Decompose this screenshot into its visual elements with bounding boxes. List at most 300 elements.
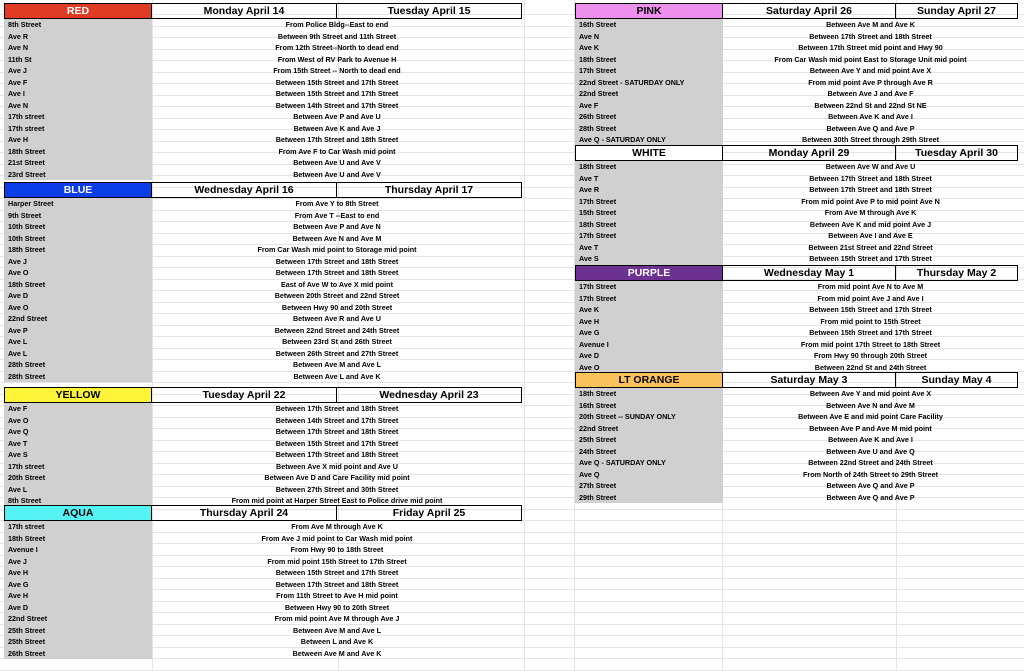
table-row <box>575 446 1018 458</box>
segment-description: Between Ave Y and mid point Ave X <box>809 66 932 75</box>
segment-description: Between Ave Q and Ave P <box>826 492 915 502</box>
segment-description: Between Ave W and Ave U <box>825 162 916 171</box>
table-row <box>4 157 522 169</box>
street-label: Ave D <box>8 291 29 300</box>
segment-description: Between 22nd Street and 24th Street <box>808 458 933 467</box>
day-one-header: Saturday May 3 <box>722 372 896 388</box>
table-row <box>4 371 522 383</box>
segment-description: Between Ave R and Ave U <box>292 314 381 323</box>
segment-description: Between Ave K and Ave I <box>828 112 913 121</box>
day-one-header: Saturday April 26 <box>722 3 896 19</box>
street-label: Ave G <box>8 579 29 589</box>
segment-description: Between 17th Street and 18th Street <box>275 135 399 144</box>
street-label: Ave R <box>8 31 29 41</box>
street-label: Ave O <box>8 415 29 425</box>
table-row <box>575 77 1018 89</box>
table-row <box>4 590 522 602</box>
purple-header-row <box>575 265 1017 281</box>
pink-header-row <box>575 3 1017 19</box>
segment-description: Between 22nd St and 24th Street <box>814 362 927 372</box>
segment-description: From 15th Street -- North to dead end <box>273 66 401 75</box>
street-label: 10th Street <box>8 233 46 243</box>
street-label: Ave J <box>8 556 27 566</box>
street-label: 8th Street <box>8 496 42 505</box>
segment-description: Between 17th Street and 18th Street <box>809 31 932 41</box>
segment-description: Between 15th Street and 17th Street <box>275 438 399 448</box>
street-label: Harper Street <box>8 199 54 208</box>
table-row <box>575 253 1018 265</box>
street-label: Avenue I <box>8 545 38 554</box>
group-name: PURPLE <box>575 265 723 281</box>
table-row <box>4 313 522 325</box>
street-label: 25th Street <box>8 625 46 635</box>
street-label: Ave T <box>579 242 599 252</box>
table-row <box>575 327 1018 339</box>
street-label: 15th Street <box>579 208 617 217</box>
street-label: Ave H <box>8 135 29 144</box>
segment-description: Between 27th Street and 30th Street <box>275 484 399 494</box>
blue-header-row <box>4 182 521 198</box>
segment-description: Between 9th Street and 11th Street <box>277 31 397 41</box>
table-row <box>575 388 1018 400</box>
table-row <box>4 221 522 233</box>
street-label: Ave Q <box>579 469 600 479</box>
segment-description: Between 14th Street and 17th Street <box>275 100 399 110</box>
table-row <box>4 556 522 568</box>
segment-description: Between 30th Street through 29th Street <box>802 135 939 144</box>
table-row <box>4 65 522 77</box>
table-row <box>4 88 522 100</box>
street-label: 28th Street <box>8 371 46 381</box>
segment-description: Between 15th Street and 17th Street <box>275 89 399 98</box>
table-row <box>575 173 1018 185</box>
segment-description: Between 22nd Street and 24th Street <box>274 325 400 335</box>
segment-description: From Ave M through Ave K <box>291 522 383 531</box>
segment-description: Between Ave P and Ave U <box>293 112 381 121</box>
segment-description: Between Ave U and Ave V <box>293 169 381 179</box>
street-label: 17th Street <box>579 282 617 291</box>
segment-description: Between Ave Q and Ave P <box>826 123 915 133</box>
table-row <box>575 339 1018 351</box>
table-row <box>4 146 522 158</box>
table-row <box>4 579 522 591</box>
street-label: 17th street <box>8 123 45 133</box>
day-one-header: Monday April 29 <box>722 145 896 161</box>
group-name: RED <box>4 3 152 19</box>
pink-group <box>575 3 1018 150</box>
street-label: Ave Q <box>8 427 29 436</box>
table-row <box>575 184 1018 196</box>
segment-description: From mid point 17th Street to 18th Street <box>800 339 941 349</box>
street-label: Ave D <box>8 602 29 612</box>
white-header-row <box>575 145 1017 161</box>
street-label: 22nd Street <box>579 423 619 433</box>
lt-orange-header-row <box>575 372 1017 388</box>
segment-description: Between 17th Street and 18th Street <box>275 404 399 413</box>
day-two-header: Friday April 25 <box>336 505 522 521</box>
segment-description: Between Ave M and Ave K <box>292 648 382 658</box>
segment-description: From Car Wash mid point East to Storage Unit mid point <box>774 54 967 64</box>
street-label: Ave O <box>579 362 600 372</box>
table-row <box>4 233 522 245</box>
table-row <box>4 426 522 438</box>
table-row <box>4 567 522 579</box>
table-row <box>4 42 522 54</box>
group-name: WHITE <box>575 145 723 161</box>
street-label: 29th Street <box>579 492 617 502</box>
street-label: Ave D <box>579 351 600 360</box>
segment-description: From Police Bldg--East to end <box>285 20 389 29</box>
table-row <box>575 480 1018 492</box>
table-row <box>575 316 1018 328</box>
segment-description: Between Hwy 90 and 20th Street <box>281 302 393 312</box>
street-label: 18th Street <box>8 533 46 543</box>
group-name: BLUE <box>4 182 152 198</box>
segment-description: From mid point 15th Street to 17th Street <box>267 556 407 566</box>
segment-description: Between 21st Street and 22nd Street <box>808 242 933 252</box>
table-row <box>4 472 522 484</box>
street-label: Ave F <box>579 100 599 110</box>
table-row <box>575 242 1018 254</box>
segment-description: Between Ave M and Ave L <box>293 360 381 369</box>
day-two-header: Wednesday April 23 <box>336 387 522 403</box>
table-row <box>575 492 1018 504</box>
day-one-header: Wednesday April 16 <box>151 182 337 198</box>
street-label: 22nd Street <box>8 314 48 323</box>
day-two-header: Sunday April 27 <box>895 3 1018 19</box>
group-name: YELLOW <box>4 387 152 403</box>
segment-description: Between 17th Street and 18th Street <box>275 427 399 436</box>
purple-group <box>575 265 1018 377</box>
segment-description: Between 17th Street and 18th Street <box>275 256 399 266</box>
segment-description: Between Hwy 90 to 20th Street <box>284 602 390 612</box>
group-name: PINK <box>575 3 723 19</box>
table-row <box>4 302 522 314</box>
street-label: 26th Street <box>8 648 46 658</box>
table-row <box>4 348 522 360</box>
table-row <box>4 123 522 135</box>
segment-description: Between Ave U and Ave Q <box>826 446 915 456</box>
street-label: 11th St <box>8 54 32 64</box>
street-label: Ave S <box>579 254 599 263</box>
street-label: Ave J <box>8 66 27 75</box>
table-row <box>575 31 1018 43</box>
segment-description: From mid point Ave P through Ave R <box>808 77 933 87</box>
street-label: Ave H <box>8 591 29 600</box>
segment-description: From mid point Ave J and Ave I <box>817 293 924 303</box>
table-row <box>4 415 522 427</box>
day-two-header: Tuesday April 30 <box>895 145 1018 161</box>
street-label: Ave L <box>8 348 28 358</box>
street-label: Ave H <box>8 568 29 577</box>
table-row <box>4 336 522 348</box>
street-label: 18th Street <box>579 389 617 398</box>
segment-description: From West of RV Park to Avenue H <box>277 54 397 64</box>
table-row <box>575 411 1018 423</box>
segment-description: From mid point at Harper Street East to Police drive mid point <box>231 496 443 505</box>
table-row <box>4 19 522 31</box>
street-label: 9th Street <box>8 210 42 220</box>
segment-description: Between Ave K and mid point Ave J <box>809 219 932 229</box>
table-row <box>4 438 522 450</box>
street-label: 26th Street <box>579 112 617 121</box>
segment-description: From Hwy 90 to 18th Street <box>290 545 384 554</box>
street-label: 27th Street <box>579 481 617 490</box>
street-label: Ave N <box>8 43 29 52</box>
table-row <box>4 267 522 279</box>
table-row <box>4 636 522 648</box>
segment-description: Between 17th Street and 18th Street <box>275 579 399 589</box>
segment-description: From Car Wash mid point to Storage mid point <box>257 245 417 254</box>
street-label: 17th Street <box>579 66 617 75</box>
segment-description: From 12th Street--North to dead end <box>275 43 399 52</box>
segment-description: From Ave F to Car Wash mid point <box>278 146 396 156</box>
segment-description: From Ave J mid point to Car Wash mid point <box>261 533 413 543</box>
day-one-header: Tuesday April 22 <box>151 387 337 403</box>
street-label: Ave J <box>8 256 27 266</box>
segment-description: Between 15th Street and 17th Street <box>275 77 399 87</box>
aqua-group <box>4 505 522 663</box>
table-row <box>575 134 1018 146</box>
table-row <box>4 134 522 146</box>
street-label: 17th Street <box>579 293 617 303</box>
street-label: 21st Street <box>8 158 45 167</box>
segment-description: Between 15th Street and 17th Street <box>809 305 932 314</box>
table-row <box>575 350 1018 362</box>
segment-description: Between 15th Street and 17th Street <box>809 254 932 263</box>
table-row <box>575 123 1018 135</box>
segment-description: From 11th Street to Ave H mid point <box>276 591 398 600</box>
lt-orange-group <box>575 372 1018 507</box>
segment-description: Between 15th Street and 17th Street <box>809 328 932 337</box>
table-row <box>4 111 522 123</box>
table-row <box>575 161 1018 173</box>
street-label: Ave R <box>579 185 600 194</box>
segment-description: Between 17th Street and 18th Street <box>809 173 932 183</box>
street-label: 16th Street <box>579 20 617 29</box>
street-label: 28th Street <box>8 360 46 369</box>
table-row <box>4 256 522 268</box>
yellow-group <box>4 387 522 511</box>
segment-description: Between Ave K and Ave I <box>828 435 913 444</box>
street-label: Ave H <box>579 316 600 326</box>
segment-description: Between Ave J and Ave F <box>827 89 914 98</box>
segment-description: Between Ave M and Ave K <box>826 20 915 29</box>
segment-description: Between Ave N and Ave M <box>292 233 382 243</box>
street-label: Ave P <box>8 325 28 335</box>
table-row <box>4 648 522 660</box>
street-label: 24th Street <box>579 446 617 456</box>
segment-description: Between 23rd St and 26th Street <box>282 337 392 346</box>
table-row <box>4 484 522 496</box>
segment-description: From mid point Ave M through Ave J <box>274 614 400 623</box>
street-label: Ave K <box>579 305 600 314</box>
table-row <box>575 100 1018 112</box>
table-row <box>4 169 522 181</box>
segment-description: Between 17th Street and 18th Street <box>275 450 399 459</box>
segment-description: From mid point to 15th Street <box>820 316 921 326</box>
table-row <box>575 19 1018 31</box>
segment-description: Between Ave L and Ave K <box>293 371 381 381</box>
segment-description: Between Ave E and mid point Care Facility <box>798 412 943 421</box>
table-row <box>4 325 522 337</box>
street-label: Ave L <box>8 337 28 346</box>
segment-description: From Ave Y to 8th Street <box>295 199 379 208</box>
table-row <box>575 219 1018 231</box>
street-label: 22nd Street <box>8 614 48 623</box>
table-row <box>4 544 522 556</box>
table-row <box>575 281 1018 293</box>
segment-description: Between Ave N and Ave M <box>826 400 915 410</box>
segment-description: Between 17th Street and 18th Street <box>275 268 399 277</box>
day-two-header: Thursday May 2 <box>895 265 1018 281</box>
table-row <box>575 400 1018 412</box>
segment-description: Between Ave X mid point and Ave U <box>276 461 398 471</box>
segment-description: Between 15th Street and 17th Street <box>275 568 399 577</box>
street-label: Ave N <box>8 100 29 110</box>
street-label: 18th Street <box>579 162 617 171</box>
street-label: Avenue I <box>579 339 609 349</box>
table-row <box>575 88 1018 100</box>
table-row <box>4 210 522 222</box>
red-group <box>4 3 522 184</box>
street-label: 22nd Street - SATURDAY ONLY <box>579 77 685 87</box>
day-two-header: Tuesday April 15 <box>336 3 522 19</box>
table-row <box>4 54 522 66</box>
street-label: Ave T <box>8 438 28 448</box>
segment-description: Between Ave I and Ave E <box>828 231 913 240</box>
street-label: 17th street <box>8 522 45 531</box>
segment-description: Between Ave K and Ave J <box>293 123 381 133</box>
table-row <box>4 613 522 625</box>
table-row <box>575 457 1018 469</box>
street-label: 28th Street <box>579 123 617 133</box>
red-header-row <box>4 3 521 19</box>
segment-description: Between Ave P and Ave N <box>293 222 381 231</box>
day-one-header: Monday April 14 <box>151 3 337 19</box>
segment-description: Between Ave P and Ave M mid point <box>809 423 932 433</box>
street-label: Ave O <box>8 302 29 312</box>
street-label: Ave O <box>8 268 29 277</box>
segment-description: From North of 24th Street to 29th Street <box>803 469 938 479</box>
table-row <box>4 403 522 415</box>
table-row <box>4 461 522 473</box>
street-label: Ave I <box>8 89 25 98</box>
street-label: 20th Street <box>8 473 46 482</box>
segment-description: Between L and Ave K <box>300 637 374 646</box>
segment-description: Between 17th Street and 18th Street <box>809 185 932 194</box>
street-label: Ave Q - SATURDAY ONLY <box>579 458 666 467</box>
segment-description: From mid point Ave P to mid point Ave N <box>801 196 940 206</box>
segment-description: Between Ave Q and Ave P <box>826 481 915 490</box>
table-row <box>575 207 1018 219</box>
table-row <box>575 423 1018 435</box>
table-row <box>575 230 1018 242</box>
segment-description: Between 20th Street and 22nd Street <box>274 291 400 300</box>
table-row <box>575 42 1018 54</box>
group-name: AQUA <box>4 505 152 521</box>
table-row <box>4 625 522 637</box>
table-row <box>4 290 522 302</box>
street-label: Ave F <box>8 404 28 413</box>
segment-description: Between 26th Street and 27th Street <box>275 348 399 358</box>
street-label: 25th Street <box>8 637 46 646</box>
table-row <box>4 359 522 371</box>
segment-description: From Ave T --East to end <box>294 210 380 220</box>
table-row <box>4 100 522 112</box>
street-label: 18th Street <box>8 279 46 289</box>
street-label: 17th Street <box>579 196 617 206</box>
day-two-header: Sunday May 4 <box>895 372 1018 388</box>
day-one-header: Wednesday May 1 <box>722 265 896 281</box>
day-two-header: Thursday April 17 <box>336 182 522 198</box>
street-label: 20th Street -- SUNDAY ONLY <box>579 412 676 421</box>
street-label: 18th Street <box>579 219 617 229</box>
street-label: Ave L <box>8 484 28 494</box>
table-row <box>4 533 522 545</box>
segment-description: Between 17th Street mid point and Hwy 90 <box>798 43 943 52</box>
segment-description: From Ave M through Ave K <box>824 208 917 217</box>
street-label: 17th Street <box>579 231 617 240</box>
table-row <box>4 77 522 89</box>
yellow-header-row <box>4 387 521 403</box>
street-label: 25th Street <box>579 435 617 444</box>
street-label: 18th Street <box>8 146 46 156</box>
segment-description: Between Ave Y and mid point Ave X <box>809 389 932 398</box>
street-label: 22nd Street <box>579 89 619 98</box>
day-one-header: Thursday April 24 <box>151 505 337 521</box>
street-label: Ave T <box>579 173 599 183</box>
street-label: 10th Street <box>8 222 46 231</box>
table-row <box>4 198 522 210</box>
street-label: 18th Street <box>579 54 617 64</box>
segment-description: Between Ave D and Care Facility mid point <box>264 473 410 482</box>
segment-description: Between 14th Street and 17th Street <box>275 415 399 425</box>
blue-group <box>4 182 522 386</box>
segment-description: From mid point Ave N to Ave M <box>817 282 924 291</box>
table-row <box>575 469 1018 481</box>
segment-description: Between 22nd St and 22nd St NE <box>814 100 927 110</box>
table-row <box>575 434 1018 446</box>
table-row <box>4 279 522 291</box>
table-row <box>4 521 522 533</box>
segment-description: East of Ave W to Ave X mid point <box>281 279 393 289</box>
table-row <box>575 196 1018 208</box>
table-row <box>575 293 1018 305</box>
street-label: 17th street <box>8 461 45 471</box>
street-label: 8th Street <box>8 20 42 29</box>
street-label: Ave F <box>8 77 28 87</box>
table-row <box>575 65 1018 77</box>
white-group <box>575 145 1018 269</box>
table-row <box>4 31 522 43</box>
table-row <box>4 244 522 256</box>
street-label: Ave S <box>8 450 28 459</box>
street-label: 23rd Street <box>8 169 46 179</box>
street-label: 16th Street <box>579 400 617 410</box>
aqua-header-row <box>4 505 521 521</box>
segment-description: From Hwy 90 through 20th Street <box>813 351 928 360</box>
street-label: 17th street <box>8 112 45 121</box>
street-label: Ave N <box>579 31 600 41</box>
segment-description: Between Ave U and Ave V <box>293 158 381 167</box>
table-row <box>4 602 522 614</box>
street-label: Ave K <box>579 43 600 52</box>
street-label: 18th Street <box>8 245 46 254</box>
segment-description: Between Ave M and Ave L <box>293 625 381 635</box>
group-name: LT ORANGE <box>575 372 723 388</box>
street-label: Ave G <box>579 328 600 337</box>
